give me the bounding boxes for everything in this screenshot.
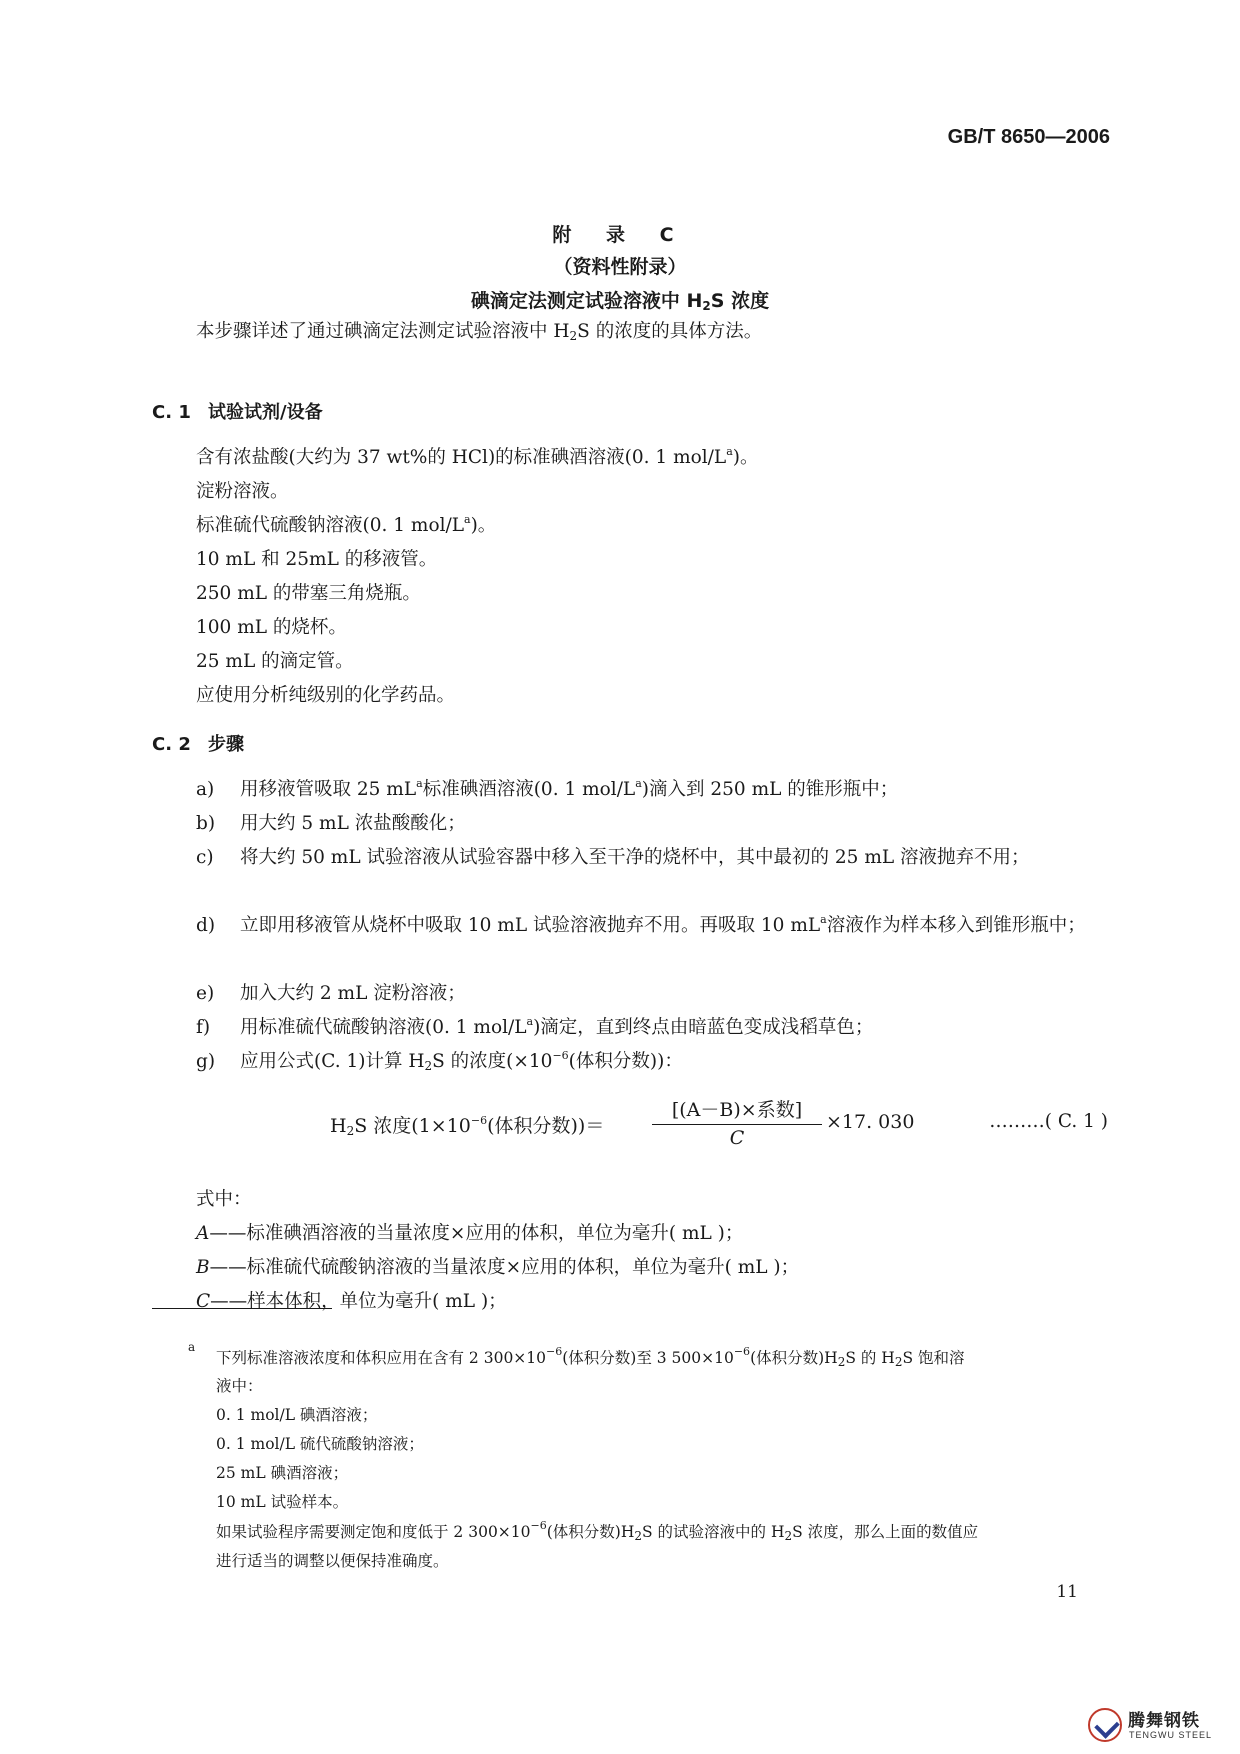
reagent-item: 100 mL 的烧杯。 — [196, 617, 347, 638]
procedure-step: a) 用移液管吸取 25 $mL^a$标准碘酒溶液(0. 1 mol/$L^a$)滴入到 250 mL 的锥形瓶中； — [196, 777, 899, 800]
intro-paragraph: 本步骤详述了通过碘滴定法测定试验溶液中 $H_2S$ 的浓度的具体方法。 — [196, 321, 763, 343]
footnote-text: 进行适当的调整以便保持准确度。 — [216, 1552, 449, 1570]
footnote-text: 液中： — [216, 1377, 263, 1395]
formula-lhs: $H_2S$ 浓度($1\times 10^{-6}$(体积分数))＝ — [330, 1114, 605, 1138]
footnote-item: 10 mL 试验样本。 — [216, 1493, 349, 1511]
procedure-step: f) 用标准硫代硫酸钠溶液(0. 1 mol/$L^a$)滴定，直到终点由暗蓝色变成浅稻草色； — [196, 1015, 874, 1038]
where-item: A——标准碘酒溶液的当量浓度×应用的体积，单位为毫升( mL )； — [196, 1223, 744, 1244]
standard-code: GB/T 8650—2006 — [947, 126, 1110, 148]
brand-logo — [1088, 1706, 1218, 1746]
footnote-item: 25 mL 碘酒溶液； — [216, 1464, 349, 1482]
section-heading-c2: C. 2 步骤 — [152, 734, 244, 755]
logo-icon — [1088, 1708, 1122, 1742]
formula-label: ………( C. 1 ) — [989, 1111, 1108, 1132]
reagent-item: 含有浓盐酸(大约为 37 wt%的 HCl)的标准碘酒溶液(0. 1 mol/$L^a$)。 — [196, 445, 759, 468]
reagent-item: 25 mL 的滴定管。 — [196, 651, 354, 672]
footnote-text: 如果试验程序需要测定饱和度低于 2 $300\times 10^{-6}$(体积分数)$H_2S$ 的试验溶液中的 $H_2S$ 浓度，那么上面的数值应 — [216, 1519, 979, 1543]
footnote-item: 0. 1 mol/L 碘酒溶液； — [216, 1406, 378, 1424]
formula-rhs: ×17. 030 — [826, 1111, 915, 1133]
footnote-text: 下列标准溶液浓度和体积应用在含有 2 $300\times 10^{-6}$(体积分数)至 3 $500\times 10^{-6}$(体积分数)$H_2S$ 的 $H_2S$ 饱和溶 — [216, 1345, 965, 1369]
annex-title: 附 录 C — [552, 224, 688, 246]
reagent-item: 250 mL 的带塞三角烧瓶。 — [196, 583, 421, 604]
logo-subtext: TENGWU STEEL — [1129, 1730, 1213, 1740]
where-item: B——标准硫代硫酸钠溶液的当量浓度×应用的体积，单位为毫升( mL )； — [196, 1257, 800, 1278]
procedure-step: b) 用大约 5 mL 浓盐酸酸化； — [196, 813, 466, 834]
annex-type: （资料性附录） — [553, 256, 687, 278]
footnote-divider — [152, 1308, 332, 1309]
annex-subject: 碘滴定法测定试验溶液中 $H_2S$ 浓度 — [470, 290, 770, 313]
reagent-item: 10 mL 和 25mL 的移液管。 — [196, 549, 438, 570]
section-heading-c1: C. 1 试验试剂/设备 — [152, 402, 323, 423]
logo-text: 腾舞钢铁 — [1128, 1711, 1200, 1731]
reagent-item: 应使用分析纯级别的化学药品。 — [196, 685, 456, 706]
procedure-step: e) 加入大约 2 mL 淀粉溶液； — [196, 983, 466, 1004]
formula-fraction — [652, 1095, 822, 1149]
formula-numerator: [(A－B)×系数] — [652, 1095, 822, 1125]
page-number: 11 — [1056, 1582, 1078, 1602]
where-item: C——样本体积，单位为毫升( mL )； — [196, 1291, 507, 1312]
procedure-step: d) 立即用移液管从烧杯中吸取 10 mL 试验溶液抛弃不用。再吸取 10 $mL^a$溶液作为样本移入到锥形瓶中； — [196, 913, 1086, 936]
footnote-mark: a — [188, 1340, 196, 1354]
procedure-step: g) 应用公式(C. 1)计算 $H_2S$ 的浓度($\times 10^{-6}$(体积分数))： — [196, 1049, 683, 1073]
footnote-item: 0. 1 mol/L 硫代硫酸钠溶液； — [216, 1435, 424, 1453]
procedure-step: c) 将大约 50 mL 试验溶液从试验容器中移入至干净的烧杯中，其中最初的 25 mL 溶液抛弃不用； — [196, 847, 1030, 868]
formula-denominator: C — [729, 1127, 745, 1149]
reagent-item: 标准硫代硫酸钠溶液(0. 1 mol/$L^a$)。 — [196, 513, 497, 536]
where-title: 式中： — [196, 1189, 252, 1210]
reagent-item: 淀粉溶液。 — [196, 481, 289, 502]
